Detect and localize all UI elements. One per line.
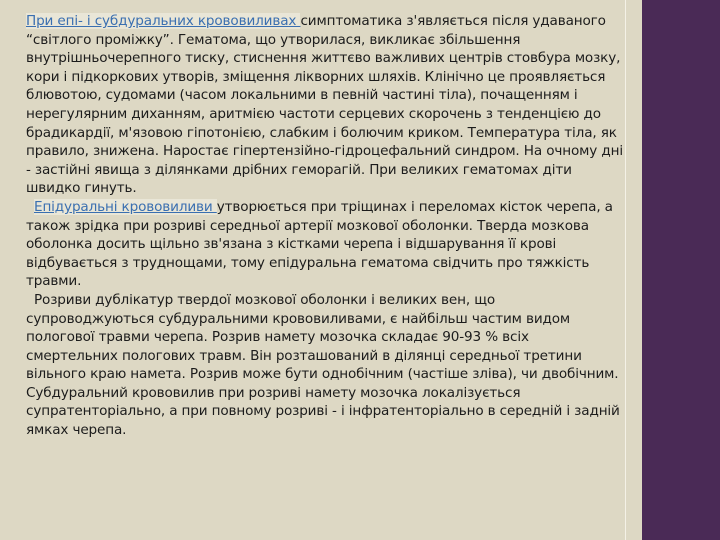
paragraph-epidural-text: утворюється при тріщинах і переломах кісток черепа, а також зрідка при розриві середньої артерії мозкової оболонки. Тверда мозкова оболонка досить щільно зв'язана з кістками черепа і відшарування її крові відбувається з труднощами, тому епідуральна гематома свідчить про тяжкість травми. [26, 198, 613, 290]
link-epi-subdural[interactable]: При епі- і субдуральних крововиливах [26, 13, 301, 29]
paragraph-subdural-text: симптоматика з'являється після удаваного “світлого проміжку”. Гематома, що утворилася, викликає збільшення внутрішньочерепного тиску, стиснення життєво важливих центрів стовбура мозку, кори і підкоркових утворів, зміщення ліквoрних шляхів. Клінічно це проявляється блювотою, судомами (часом локальними в певній частині тіла), почащенням і нерегулярним диханням, аритмією частоти серцевих скорочень з тенденцією до брадикардії, м'язовою гіпотонією, слабким і болючим криком. Температура тіла, як правило, знижена. Наростає гіпертензійно-гідроцефальний синдром. На очному дні - застійні явища з ділянками дрібних геморагій. При великих гематомах діти швидко гинуть. [26, 13, 623, 197]
decorative-sidebar [642, 0, 720, 540]
paragraph-dural-rupture-text: Розриви дублікатур твердої мозкової оболонки і великих вен, що супроводжуються субдуральними крововиливами, є найбільш частим видом пологової травми черепа. Розрив намету мозочка складає 90-93 % всіх смертельних пологових травм. Він розташований в ділянці середньої третини вільного краю намета. Розрив може бути однобічним (частіше зліва), чи двобічним. Субдуральний крововилив при розриві намету мозочка локалізується супратенторіально, а при повному розриві - і інфратенторіально в середній і задній ямках черепа. [26, 291, 620, 439]
divider-line [625, 0, 626, 540]
paragraph-subdural [26, 12, 624, 198]
link-epidural[interactable]: Епідуральні крововиливи [34, 198, 217, 215]
text-body [26, 12, 624, 440]
paragraph-epidural [26, 198, 624, 291]
paragraph-dural-rupture [26, 291, 624, 440]
